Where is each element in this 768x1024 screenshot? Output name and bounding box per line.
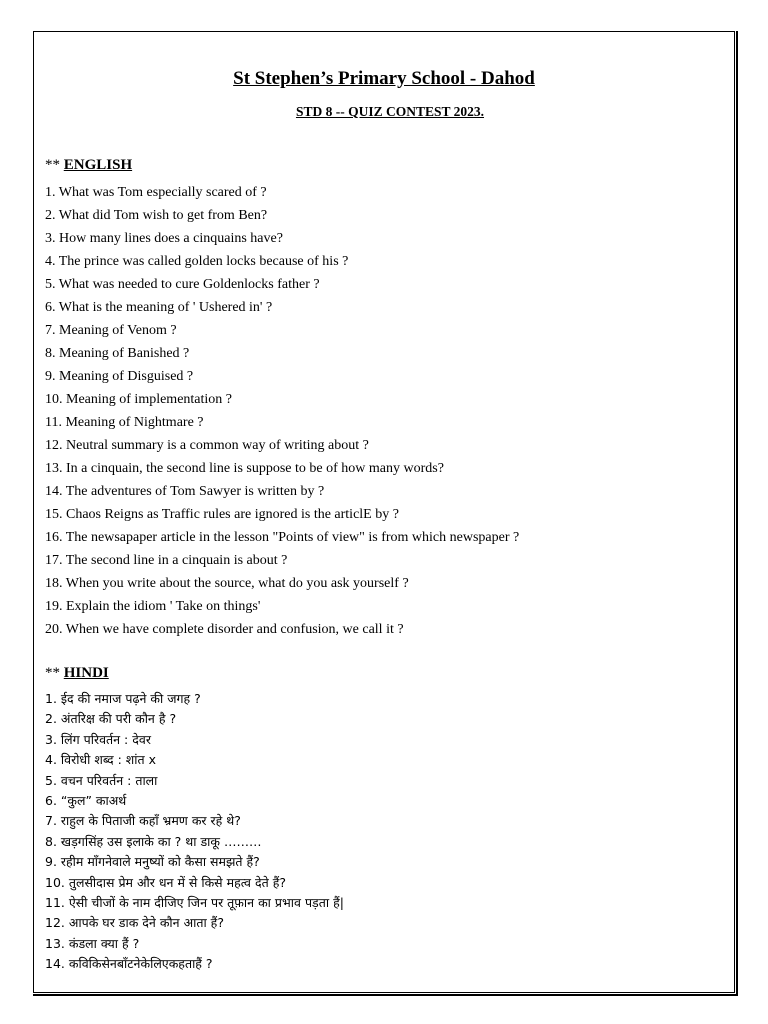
- english-question: 20. When we have complete disorder and confusion, we call it ?: [45, 622, 404, 637]
- english-question: 12. Neutral summary is a common way of writing about ?: [45, 438, 369, 453]
- hindi-question: 9. रहीम माँगनेवाले मनुष्यों को कैसा समझते हैं?: [45, 854, 260, 870]
- english-question: 4. The prince was called golden locks because of his ?: [45, 254, 349, 269]
- quiz-subtitle: STD 8 -- QUIZ CONTEST 2023.: [295, 104, 485, 119]
- hindi-section-heading: [45, 665, 109, 682]
- english-question: 1. What was Tom especially scared of ?: [45, 185, 267, 200]
- english-question-list: [45, 181, 519, 641]
- english-question: 5. What was needed to cure Goldenlocks father ?: [45, 277, 320, 292]
- hindi-question: 2. अंतरिक्ष की परी कौन है ?: [45, 711, 177, 727]
- hindi-question: 1. ईद की नमाज पढ़ने की जगह ?: [45, 691, 201, 706]
- english-heading-prefix: **: [45, 157, 64, 173]
- hindi-question: 11. ऐसी चीजों के नाम दीजिए जिन पर तूफ़ान का प्रभाव पड़ता हैं|: [45, 894, 344, 910]
- english-question: 2. What did Tom wish to get from Ben?: [45, 208, 268, 223]
- english-question: 19. Explain the idiom ' Take on things': [45, 599, 261, 614]
- english-question: 14. The adventures of Tom Sawyer is written by ?: [45, 484, 325, 499]
- hindi-question: 7. राहुल के पिताजी कहाँ भ्रमण कर रहे थे?: [45, 813, 241, 829]
- hindi-question: 13. कंडला क्या हैं ?: [45, 935, 140, 951]
- english-question: 7. Meaning of Venom ?: [45, 323, 177, 338]
- english-question: 9. Meaning of Disguised ?: [45, 369, 194, 384]
- hindi-question: 4. विरोधी शब्द : शांत x: [45, 752, 157, 768]
- hindi-question: 8. खड़गसिंह उस इलाके का ? था डाकू ………: [45, 833, 262, 849]
- english-question: 16. The newsapaper article in the lesson "Points of view" is from which newspaper ?: [45, 530, 520, 545]
- hindi-question: 3. लिंग परिवर्तन : देवर: [45, 731, 151, 747]
- english-question: 8. Meaning of Banished ?: [45, 346, 190, 361]
- hindi-question: 10. तुलसीदास प्रेम और धन में से किसे महत्व देते हैं?: [45, 874, 286, 890]
- hindi-question: 5. वचन परिवर्तन : ताला: [45, 772, 158, 788]
- english-question: 15. Chaos Reigns as Traffic rules are ignored is the articlE by ?: [45, 507, 399, 522]
- hindi-question: 6. “कुल” काअर्थ: [45, 792, 127, 808]
- english-question: 17. The second line in a cinquain is about ?: [45, 553, 288, 568]
- english-section-heading: [45, 157, 132, 174]
- hindi-heading-prefix: **: [45, 665, 64, 681]
- english-question: 6. What is the meaning of ' Ushered in' ?: [45, 300, 273, 315]
- english-heading-label: ENGLISH: [63, 157, 133, 173]
- hindi-question-list: [45, 689, 344, 974]
- hindi-heading-label: HINDI: [63, 665, 109, 681]
- english-question: 13. In a cinquain, the second line is suppose to be of how many words?: [45, 461, 444, 476]
- english-question: 11. Meaning of Nightmare ?: [45, 415, 204, 430]
- english-question: 10. Meaning of implementation ?: [45, 392, 233, 407]
- english-question: 3. How many lines does a cinquains have?: [45, 231, 283, 246]
- school-title: St Stephen’s Primary School - Dahod: [233, 68, 535, 89]
- hindi-question: 12. आपके घर डाक देने कौन आता हैं?: [45, 915, 224, 931]
- hindi-question: 14. कविकिसेनबाँटनेकेलिएकहताहैं ?: [45, 956, 213, 972]
- english-question: 18. When you write about the source, what do you ask yourself ?: [45, 576, 409, 591]
